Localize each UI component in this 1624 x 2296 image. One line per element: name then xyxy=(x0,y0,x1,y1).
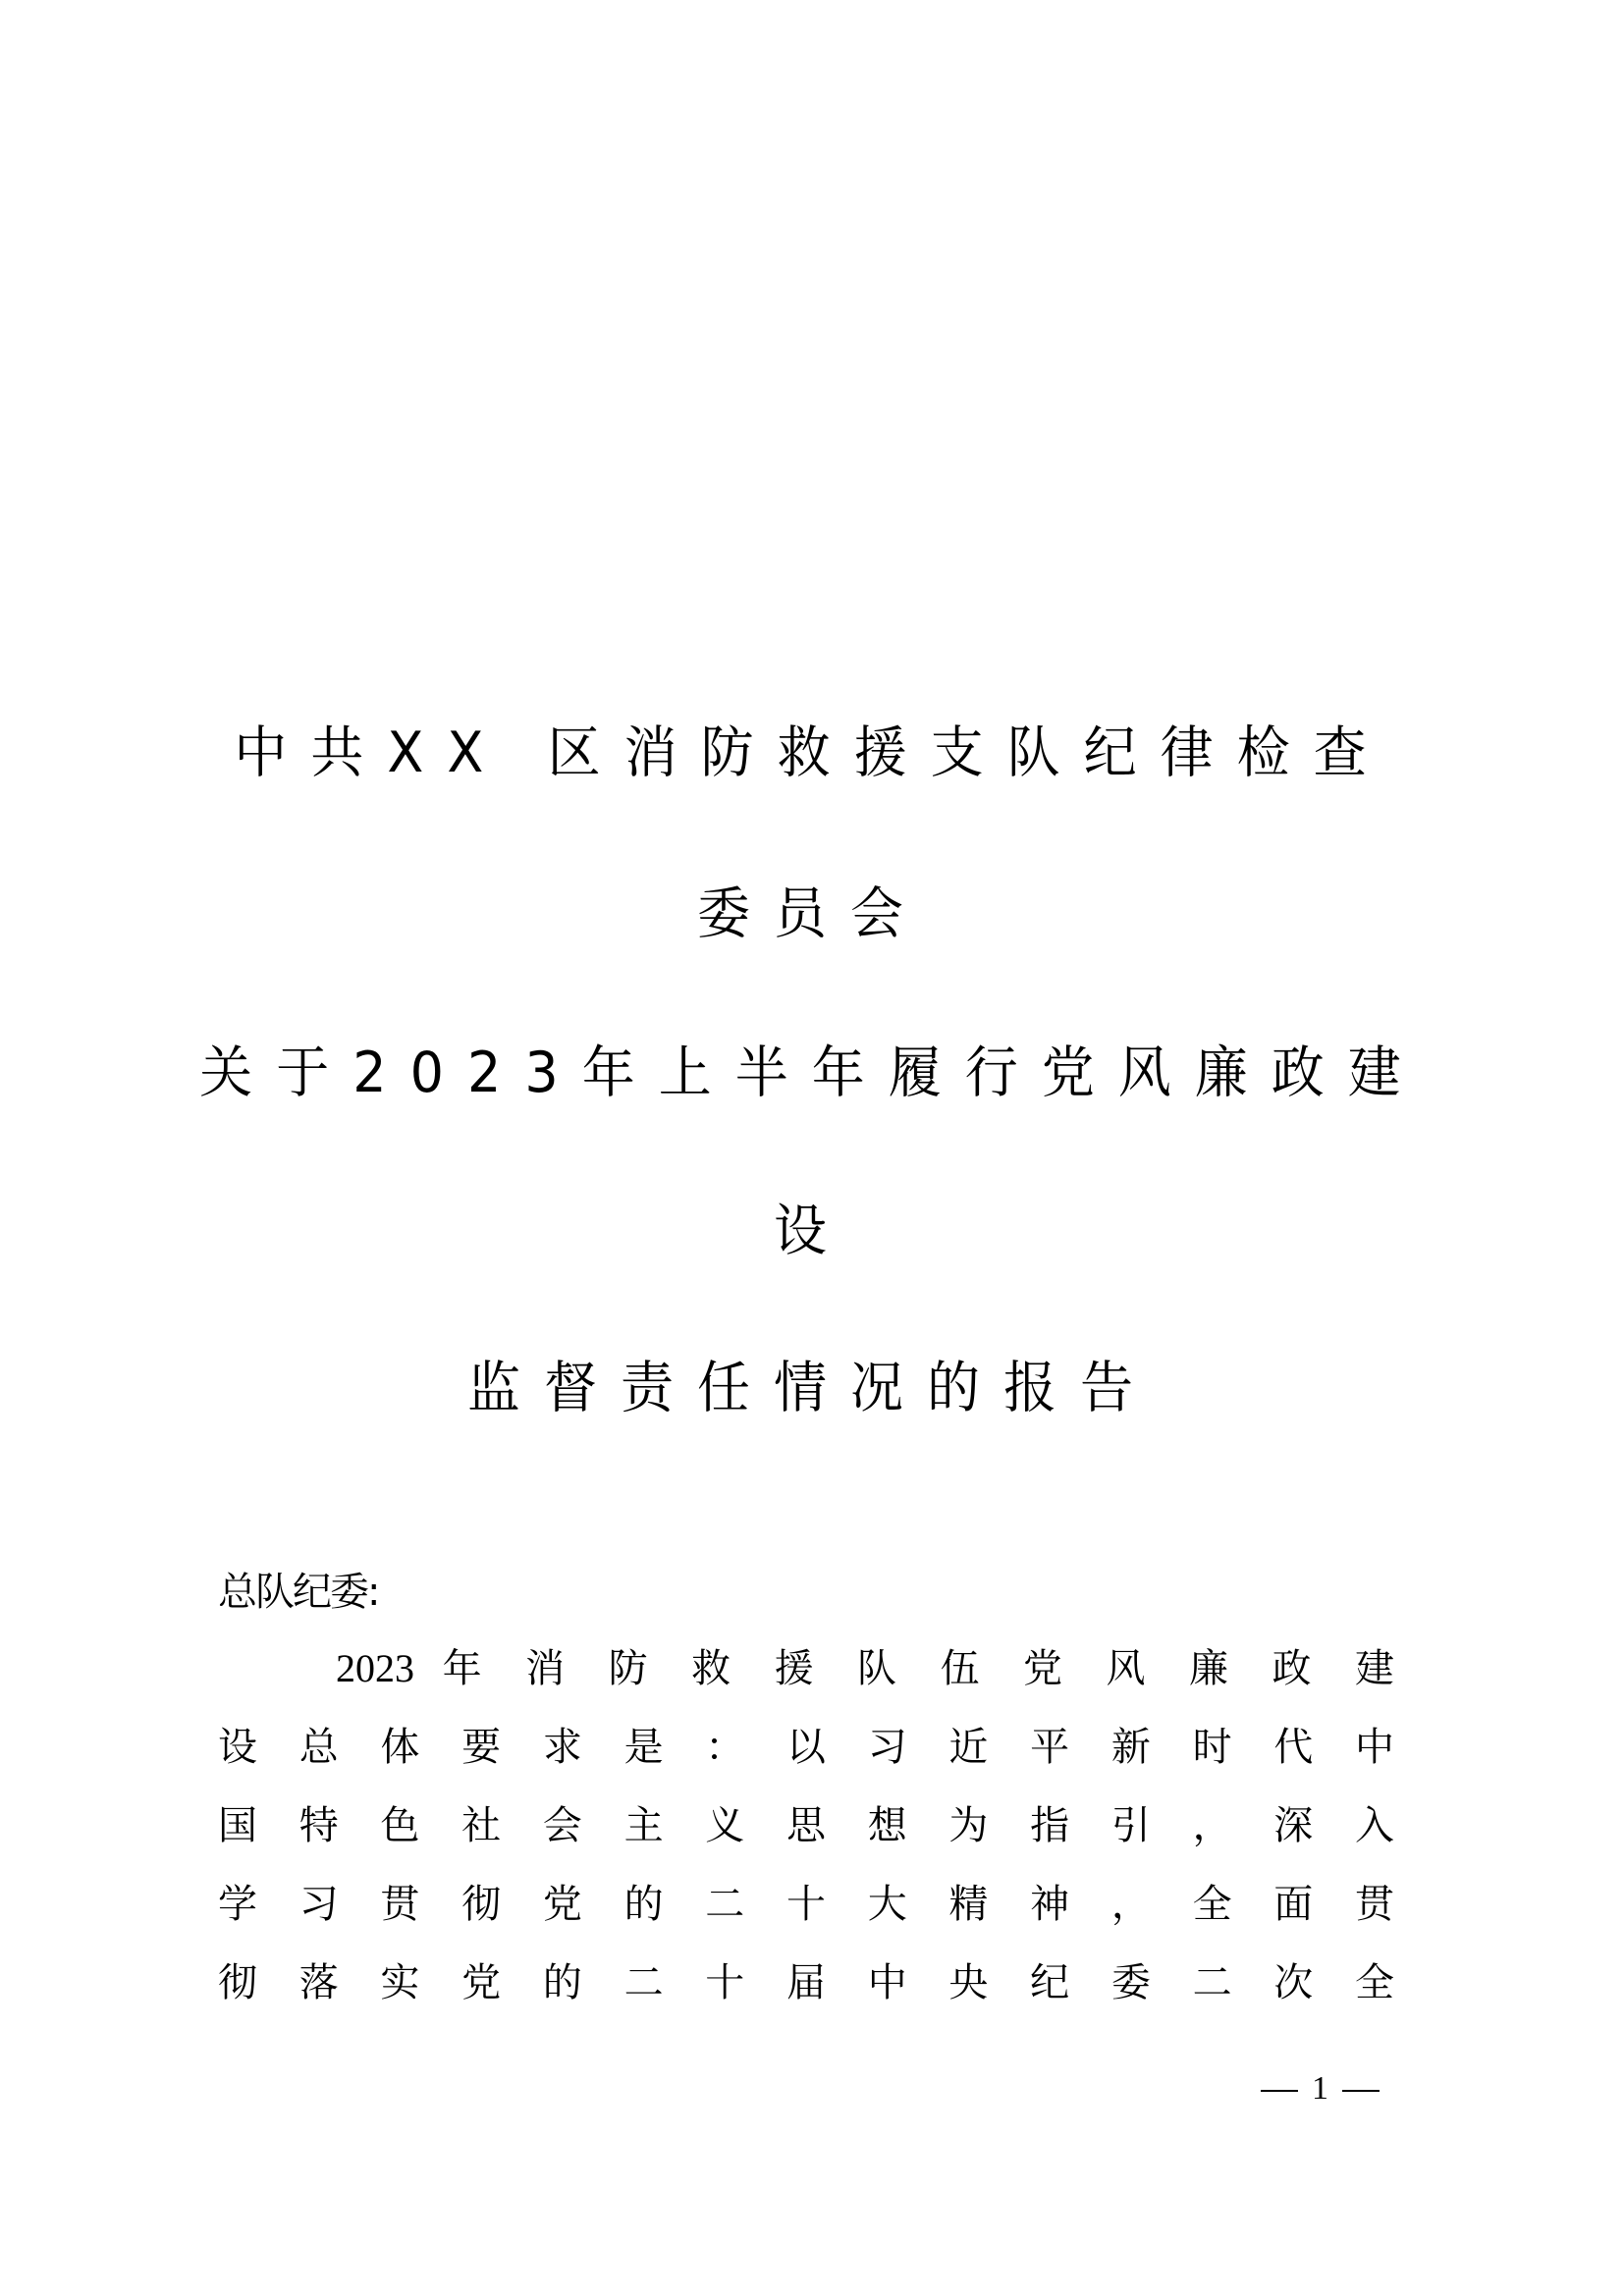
body-line-5: 彻 落 实 党 的 二 十 届 中 央 纪 委 二 次 全 xyxy=(218,1960,1394,2005)
body-year: 2023 xyxy=(336,1646,414,1690)
title-line-5: 监督责任情况的报告 xyxy=(467,1355,1157,1420)
title-line-3: 关于2023年上半年履行党风廉政建 xyxy=(199,1040,1425,1105)
body-line-1 xyxy=(336,1644,1394,1693)
title-line-1: 中共XX 区消防救援支队纪律检查 xyxy=(234,720,1390,785)
title-line-2: 委员会 xyxy=(697,881,927,946)
body-line-3: 国 特 色 社 会 主 义 思 想 为 指 引 ， 深 入 xyxy=(218,1803,1394,1848)
page-number-value: 1 xyxy=(1312,2070,1328,2107)
dash-left xyxy=(1261,2090,1298,2092)
dash-right xyxy=(1342,2090,1380,2092)
title-line-4: 设 xyxy=(774,1198,850,1263)
salutation: 总队纪委: xyxy=(218,1570,379,1615)
body-line-2: 设 总 体 要 求 是 ： 以 习 近 平 新 时 代 中 xyxy=(218,1725,1394,1770)
body-line-4: 学 习 贯 彻 党 的 二 十 大 精 神 ， 全 面 贯 xyxy=(218,1882,1394,1927)
body-line-1-text: 年 消 防 救 援 队 伍 党 风 廉 政 建 xyxy=(442,1646,1394,1691)
page-number xyxy=(1247,2069,1393,2109)
